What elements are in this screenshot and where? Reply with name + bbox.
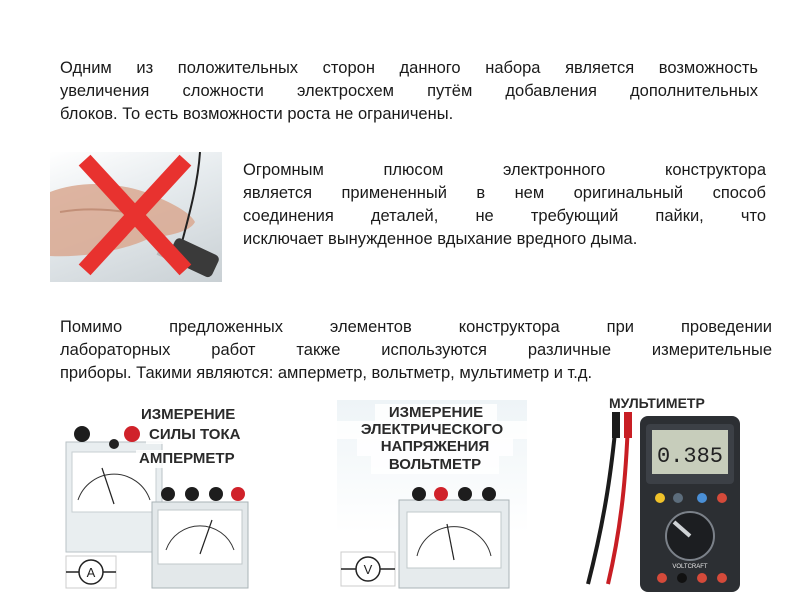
soldering-photo [50,152,222,282]
soldering-illustration [50,152,222,282]
ammeter-symbol: A [86,565,96,580]
multimeter-label: МУЛЬТИМЕТР [606,394,708,412]
ammeter-label-3: АМПЕРМЕТР [136,450,238,468]
intro-paragraph [60,57,758,126]
multimeter-illustration [582,394,742,594]
ammeter-label-2: СИЛЫ ТОКА [146,426,243,444]
multimeter-image [582,394,742,594]
solderless-line-3: соединения деталей, не требующий пайки, что [243,207,766,225]
instruments-line-2: лабораторных работ также используются различные измерительные [60,341,772,359]
ammeter-image [62,400,250,590]
instruments-line-1: Помимо предложенных элементов конструктора при проведении [60,318,772,336]
intro-line-3: блоков. То есть возможности роста не ограничены. [60,105,454,123]
voltmeter-label-1: ИЗМЕРЕНИЕ [375,404,497,422]
intro-line-2: увеличения сложности электросхем путём добавления дополнительных [60,82,758,100]
multimeter-brand: VOLTCRAFT [672,564,708,570]
intro-line-1: Одним из положительных сторон данного набора является возможность [60,59,758,77]
voltmeter-label-2: ЭЛЕКТРИЧЕСКОГО [337,421,527,439]
instruments-line-3: приборы. Такими являются: амперметр, вольтметр, мультиметр и т.д. [60,364,593,382]
voltmeter-label-3: НАПРЯЖЕНИЯ [357,438,513,456]
voltmeter-symbol: V [363,562,373,577]
solderless-line-1: Огромным плюсом электронного конструктора [243,161,766,179]
voltmeter-label-4: ВОЛЬТМЕТР [371,456,499,474]
solderless-paragraph [243,159,766,251]
multimeter-display-value: 0.385 [656,444,724,469]
voltmeter-image [337,400,527,590]
solderless-line-4: исключает вынужденное вдыхание вредного дыма. [243,230,638,248]
instruments-paragraph [60,316,772,385]
solderless-line-2: является примененный в нем оригинальный способ [243,184,766,202]
ammeter-label-1: ИЗМЕРЕНИЕ [138,406,238,424]
